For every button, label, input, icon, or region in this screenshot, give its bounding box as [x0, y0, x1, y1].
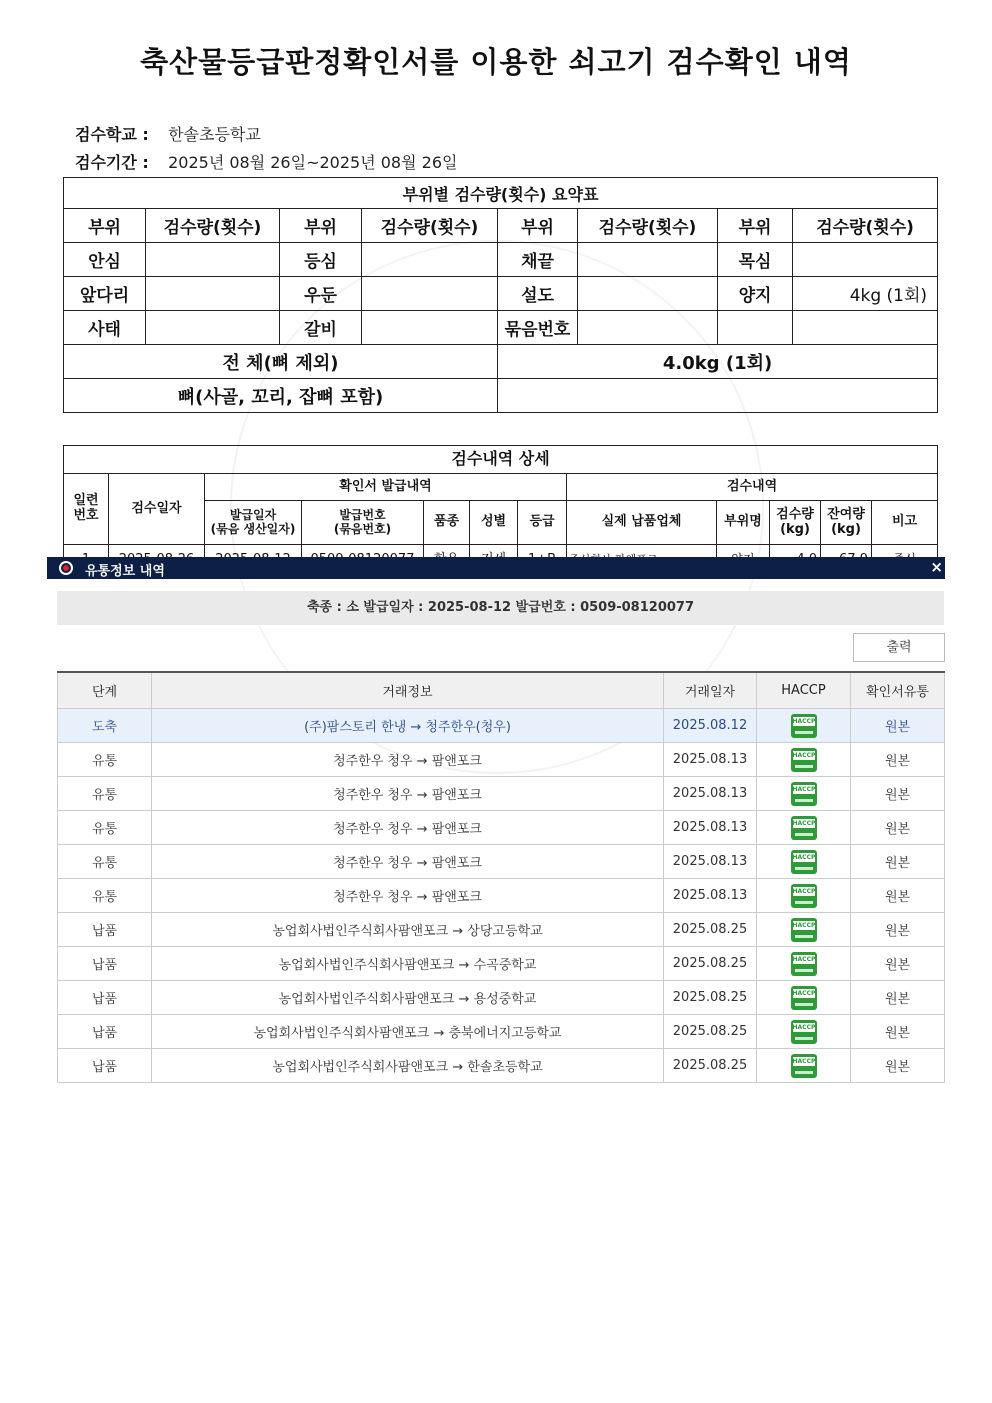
close-icon[interactable]: × — [930, 558, 943, 576]
stage-cell: 납품 — [58, 1049, 152, 1083]
haccp-cell — [757, 777, 851, 811]
stage-cell: 납품 — [58, 981, 152, 1015]
trace-title-bar — [47, 557, 945, 579]
table-row — [58, 777, 945, 811]
haccp-cell — [757, 981, 851, 1015]
h-sex: 성별 — [470, 501, 518, 545]
haccp-icon-text: HACCP — [792, 717, 816, 725]
cert-cell: 원본 — [851, 981, 945, 1015]
h-haccp: HACCP — [757, 672, 851, 709]
h-note: 비고 — [872, 501, 938, 545]
bone-label: 뼈(사골, 꼬리, 잡뼈 포함) — [64, 379, 498, 413]
haccp-icon-text: HACCP — [792, 853, 816, 861]
haccp-icon — [791, 816, 817, 840]
cert-cell: 원본 — [851, 947, 945, 981]
total-label: 전 체(뼈 제외) — [64, 345, 498, 379]
school-row — [75, 122, 261, 145]
haccp-icon-text: HACCP — [792, 955, 816, 963]
part-name: 우둔 — [280, 277, 362, 311]
haccp-icon — [791, 918, 817, 942]
summary-table — [63, 177, 938, 413]
stage-cell: 유통 — [58, 777, 152, 811]
haccp-icon — [791, 986, 817, 1010]
haccp-icon — [791, 748, 817, 772]
total-row — [64, 345, 938, 379]
h-date: 검수일자 — [109, 474, 205, 545]
info-cell: 농업회사법인주식회사팜앤포크 → 용성중학교 — [152, 981, 664, 1015]
haccp-cell — [757, 709, 851, 743]
part-amount — [793, 311, 938, 345]
table-row — [58, 981, 945, 1015]
school-label: 검수학교 : — [75, 125, 149, 144]
date-cell: 2025.08.13 — [664, 811, 757, 845]
h-issue-no-sub: (묶음번호) — [333, 521, 392, 536]
stage-cell: 납품 — [58, 947, 152, 981]
h-part: 부위명 — [717, 501, 770, 545]
haccp-cell — [757, 913, 851, 947]
h-info: 거래정보 — [152, 672, 664, 709]
h-issue-no-main: 발급번호 — [339, 507, 386, 522]
part-amount — [362, 277, 498, 311]
part-name: 양지 — [718, 277, 793, 311]
col-amount: 검수량(횟수) — [146, 209, 280, 243]
haccp-icon-text: HACCP — [792, 887, 816, 895]
summary-row — [64, 311, 938, 345]
h-issue-date-sub: (묶음 생산일자) — [210, 521, 296, 536]
table-row — [58, 947, 945, 981]
haccp-cell — [757, 1049, 851, 1083]
haccp-icon — [791, 714, 817, 738]
summary-row — [64, 243, 938, 277]
h-issue-no — [302, 501, 424, 545]
part-name: 채끝 — [498, 243, 578, 277]
part-name: 앞다리 — [64, 277, 146, 311]
haccp-cell — [757, 1015, 851, 1049]
info-cell: 농업회사법인주식회사팜앤포크 → 상당고등학교 — [152, 913, 664, 947]
h-tdate: 거래일자 — [664, 672, 757, 709]
haccp-icon-text: HACCP — [792, 785, 816, 793]
table-row — [58, 845, 945, 879]
trace-info: 축종 : 소 발급일자 : 2025-08-12 발급번호 : 0509-08120077 — [57, 591, 944, 625]
haccp-icon — [791, 884, 817, 908]
stage-cell: 납품 — [58, 1015, 152, 1049]
haccp-icon-text: HACCP — [792, 819, 816, 827]
cert-cell: 원본 — [851, 709, 945, 743]
cert-cell: 원본 — [851, 879, 945, 913]
table-row — [58, 743, 945, 777]
h-qty-unit: (kg) — [780, 521, 810, 537]
h-stage: 단계 — [58, 672, 152, 709]
date-cell: 2025.08.25 — [664, 947, 757, 981]
print-button[interactable]: 출력 — [853, 633, 945, 662]
haccp-icon — [791, 850, 817, 874]
info-cell: 청주한우 청우 → 팜앤포크 — [152, 845, 664, 879]
haccp-cell — [757, 845, 851, 879]
table-row — [58, 879, 945, 913]
haccp-icon — [791, 1054, 817, 1078]
part-amount: 4kg (1회) — [793, 277, 938, 311]
summary-header-row — [64, 209, 938, 243]
stage-cell: 유통 — [58, 811, 152, 845]
cert-cell: 원본 — [851, 1049, 945, 1083]
info-cell: 청주한우 청우 → 팜앤포크 — [152, 743, 664, 777]
trace-table — [57, 671, 945, 1083]
table-row — [58, 709, 945, 743]
stage-cell: 도축 — [58, 709, 152, 743]
haccp-icon — [791, 1020, 817, 1044]
col-amount: 검수량(횟수) — [578, 209, 718, 243]
table-row — [58, 1015, 945, 1049]
h-issue-date — [205, 501, 302, 545]
haccp-icon-text: HACCP — [792, 921, 816, 929]
part-amount — [362, 311, 498, 345]
stage-cell: 유통 — [58, 845, 152, 879]
cert-cell: 원본 — [851, 913, 945, 947]
part-amount — [793, 243, 938, 277]
summary-caption: 부위별 검수량(횟수) 요약표 — [64, 178, 938, 209]
part-name — [718, 311, 793, 345]
haccp-cell — [757, 743, 851, 777]
school-value: 한솔초등학교 — [168, 125, 261, 144]
h-serial: 일련번호 — [64, 474, 109, 545]
haccp-icon-text: HACCP — [792, 1023, 816, 1031]
stage-cell: 유통 — [58, 743, 152, 777]
record-icon — [59, 561, 73, 575]
total-value: 4.0kg (1회) — [498, 345, 938, 379]
trace-title: 유통정보 내역 — [85, 564, 165, 579]
h-grade: 등급 — [518, 501, 567, 545]
h-cert: 확인서유통 — [851, 672, 945, 709]
haccp-icon-text: HACCP — [792, 989, 816, 997]
date-cell: 2025.08.13 — [664, 879, 757, 913]
date-cell: 2025.08.25 — [664, 1049, 757, 1083]
part-name: 목심 — [718, 243, 793, 277]
date-cell: 2025.08.13 — [664, 777, 757, 811]
cert-cell: 원본 — [851, 845, 945, 879]
h-qty-main: 검수량 — [776, 506, 814, 522]
haccp-cell — [757, 879, 851, 913]
date-cell: 2025.08.25 — [664, 981, 757, 1015]
col-part: 부위 — [718, 209, 793, 243]
detail-caption: 검수내역 상세 — [64, 446, 938, 474]
cert-cell: 원본 — [851, 811, 945, 845]
col-amount: 검수량(횟수) — [793, 209, 938, 243]
part-amount — [578, 311, 718, 345]
date-cell: 2025.08.12 — [664, 709, 757, 743]
cert-cell: 원본 — [851, 743, 945, 777]
period-row — [75, 150, 457, 173]
cert-cell: 원본 — [851, 1015, 945, 1049]
date-cell: 2025.08.25 — [664, 1015, 757, 1049]
info-cell: (주)팜스토리 한냉 → 청주한우(청우) — [152, 709, 664, 743]
haccp-icon — [791, 782, 817, 806]
h-cert-group: 확인서 발급내역 — [205, 474, 567, 501]
part-amount — [146, 311, 280, 345]
table-row — [58, 1049, 945, 1083]
h-breed: 품종 — [424, 501, 470, 545]
h-qty — [770, 501, 821, 545]
period-value: 2025년 08월 26일~2025년 08월 26일 — [168, 153, 458, 172]
table-row — [58, 811, 945, 845]
date-cell: 2025.08.13 — [664, 743, 757, 777]
part-amount — [146, 243, 280, 277]
haccp-icon — [791, 952, 817, 976]
h-issue-date-main: 발급일자 — [229, 507, 277, 522]
haccp-cell — [757, 811, 851, 845]
info-cell: 청주한우 청우 → 팜앤포크 — [152, 879, 664, 913]
table-row — [58, 913, 945, 947]
stage-cell: 유통 — [58, 879, 152, 913]
part-name: 사태 — [64, 311, 146, 345]
summary-row — [64, 277, 938, 311]
haccp-icon-text: HACCP — [792, 751, 816, 759]
part-name: 설도 — [498, 277, 578, 311]
part-name: 갈비 — [280, 311, 362, 345]
bone-value — [498, 379, 938, 413]
col-part: 부위 — [280, 209, 362, 243]
info-cell: 농업회사법인주식회사팜앤포크 → 수곡중학교 — [152, 947, 664, 981]
part-name: 안심 — [64, 243, 146, 277]
page-title: 축산물등급판정확인서를 이용한 쇠고기 검수확인 내역 — [140, 45, 852, 79]
stage-cell: 납품 — [58, 913, 152, 947]
part-name: 등심 — [280, 243, 362, 277]
bone-row — [64, 379, 938, 413]
info-cell: 청주한우 청우 → 팜앤포크 — [152, 811, 664, 845]
date-cell: 2025.08.13 — [664, 845, 757, 879]
part-name: 묶음번호 — [498, 311, 578, 345]
part-amount — [362, 243, 498, 277]
h-remain-main: 잔여량 — [827, 506, 865, 522]
col-part: 부위 — [498, 209, 578, 243]
haccp-icon-text: HACCP — [792, 1057, 816, 1065]
cert-cell: 원본 — [851, 777, 945, 811]
h-insp-group: 검수내역 — [567, 474, 938, 501]
col-part: 부위 — [64, 209, 146, 243]
part-amount — [578, 277, 718, 311]
h-supplier: 실제 납품업체 — [567, 501, 717, 545]
part-amount — [146, 277, 280, 311]
part-amount — [578, 243, 718, 277]
info-cell: 농업회사법인주식회사팜앤포크 → 한솔초등학교 — [152, 1049, 664, 1083]
info-cell: 농업회사법인주식회사팜앤포크 → 충북에너지고등학교 — [152, 1015, 664, 1049]
period-label: 검수기간 : — [75, 153, 149, 172]
date-cell: 2025.08.25 — [664, 913, 757, 947]
haccp-cell — [757, 947, 851, 981]
h-remain-unit: (kg) — [831, 521, 861, 537]
col-amount: 검수량(횟수) — [362, 209, 498, 243]
trace-header-row — [58, 672, 945, 709]
h-remain — [821, 501, 872, 545]
info-cell: 청주한우 청우 → 팜앤포크 — [152, 777, 664, 811]
